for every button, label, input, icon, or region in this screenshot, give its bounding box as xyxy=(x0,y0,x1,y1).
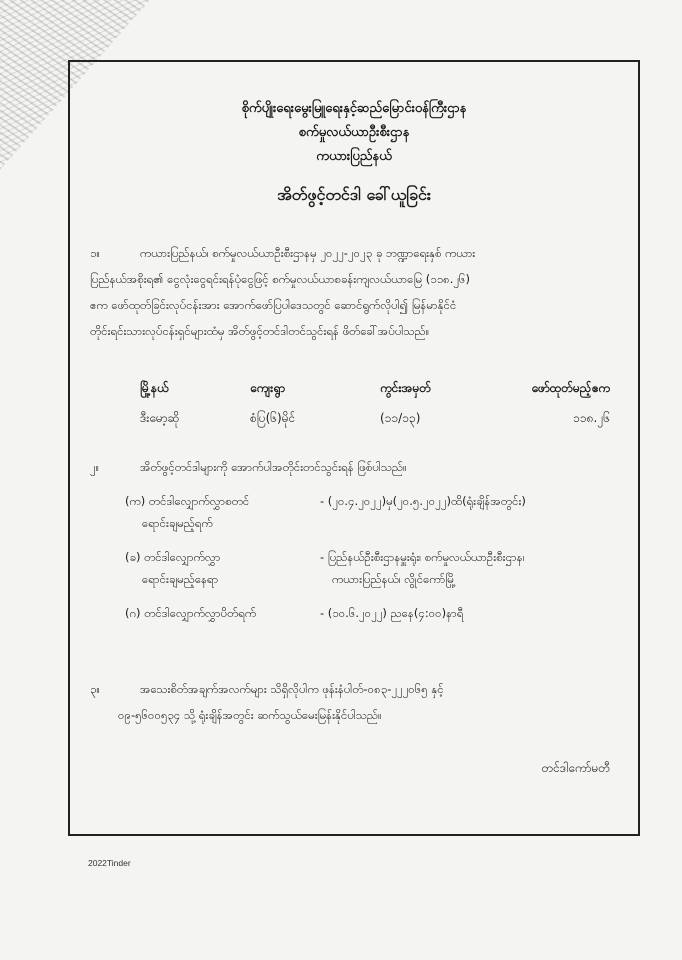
table-header-acres: ဖော်ထုတ်မည့်ဧက xyxy=(531,381,610,395)
ministry-name: စိုက်ပျိုးရေးမွေးမြူရေးနှင့်ဆည်မြောင်းဝန်ကြီးဌာန xyxy=(241,101,467,116)
item-a-label: (က) တင်ဒါလျှောက်လွှာစတင် xyxy=(125,494,250,508)
department-name: စက်မှုလယ်ယာဦးစီးဌာန xyxy=(298,125,410,140)
item-c-label: (ဂ) တင်ဒါလျှောက်လွှာပိတ်ရက် xyxy=(125,606,257,620)
paragraph-3-line-1: အသေးစိတ်အချက်အလက်များ သိရှိလိုပါက ဖုန်းနံပါတ်-၀၈၃-၂၂၂၀၆၅ နှင့် xyxy=(140,682,444,696)
table-header-village: ကျေးရွာ xyxy=(250,381,286,395)
paragraph-1-line xyxy=(90,240,618,266)
region-name: ကယားပြည်နယ် xyxy=(316,149,392,164)
paragraph-2-text: အိတ်ဖွင့်တင်ဒါများကို အောက်ပါအတိုင်းတင်သွင်းရန် ဖြစ်ပါသည်။ xyxy=(140,460,407,474)
table-cell-acres: ၁၁၈.၂၆ xyxy=(573,411,610,425)
item-c-value: - (၁၀.၆.၂၀၂၂) ညနေ(၄:၀၀)နာရီ xyxy=(320,606,464,620)
item-b-value-2: ကယားပြည်နယ်၊ လွိုင်ကော်မြို့ xyxy=(332,572,456,586)
paragraph-1-line: တိုင်းရင်းသားလုပ်ငန်းရှင်များထံမှ အိတ်ဖွင့်တင်ဒါတင်သွင်းရန် ဖိတ်ခေါ်အပ်ပါသည်။ xyxy=(90,324,430,338)
paragraph-1-line-text: ကယားပြည်နယ်၊ စက်မှုလယ်ယာဦးစီးဌာနမှ ၂၀၂၂-၂၀၂၃ ခု ဘဏ္ဍာရေးနှစ် ကယား xyxy=(140,246,476,260)
item-a-label-2: ရောင်းချမည့်ရက် xyxy=(142,516,213,530)
table-cell-village: စံပြ(၆)မိုင် xyxy=(250,411,296,425)
paragraph-1-line: ဧက ဖော်ထုတ်ခြင်းလုပ်ငန်းအား အောက်ဖော်ပြပါဒေသတွင် ဆောင်ရွက်လိုပါ၍ မြန်မာနိုင်ငံ xyxy=(90,298,457,312)
table-cell-township: ဒီးမော့ဆို xyxy=(140,411,180,425)
paragraph-1-number: ၁။ xyxy=(90,246,100,260)
paragraph-3 xyxy=(90,676,618,728)
notice-title: အိတ်ဖွင့်တင်ဒါ ခေါ်ယူခြင်း xyxy=(277,185,431,204)
item-b-label-2: ရောင်းချမည့်နေရာ xyxy=(142,572,219,586)
paragraph-3-line-2: ၀၉-၅၆၀၀၅၃၄ သို့ ရုံးချိန်အတွင်း ဆက်သွယ်မေးမြန်းနိုင်ပါသည်။ xyxy=(118,708,382,722)
paragraph-2 xyxy=(90,454,618,480)
table-cell-field-no: (၁၁/၁၃) xyxy=(380,411,421,425)
footer-tag: 2022Tinder xyxy=(88,858,131,868)
paragraph-3-number: ၃။ xyxy=(90,682,100,696)
table-header-township: မြို့နယ် xyxy=(140,381,169,395)
paragraph-2-number: ၂။ xyxy=(90,460,100,474)
item-a-value: - (၂၀.၄.၂၀၂၂)မှ(၂၀.၅.၂၀၂၂)ထိ(ရုံးချိန်အတွင်း) xyxy=(320,494,526,508)
table-header-row xyxy=(140,380,610,398)
table-header-field-no: ကွင်းအမှတ် xyxy=(380,381,431,395)
paragraph-1-line: ပြည်နယ်အစိုးရ၏ ငွေလုံးငွေရင်းရန်ပုံငွေဖြင့် စက်မှုလယ်ယာစခန်းကျလယ်ယာမြေ (၁၁၈.၂၆) xyxy=(90,272,471,286)
table-row xyxy=(140,410,610,428)
notice-frame xyxy=(68,60,640,836)
signature-committee: တင်ဒါကော်မတီ xyxy=(541,761,610,775)
item-b-value: - ပြည်နယ်ဦးစီးဌာနမှူးရုံး၊ စက်မှုလယ်ယာဦးစီးဌာန၊ xyxy=(320,550,525,564)
item-b-label: (ခ) တင်ဒါလျှောက်လွှာ xyxy=(125,550,221,564)
paragraph-1 xyxy=(90,240,618,344)
